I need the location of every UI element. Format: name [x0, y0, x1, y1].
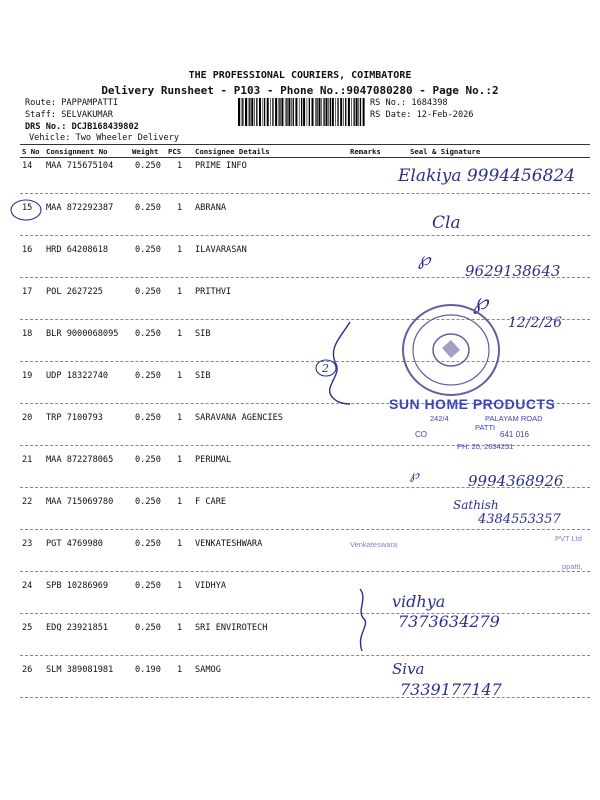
- barcode-bar: [312, 98, 314, 126]
- signature-scribble-row-17: ℘: [473, 290, 489, 315]
- signature-row-17: 12/2/26: [508, 315, 562, 331]
- header-rule-bottom: [20, 157, 590, 158]
- barcode-bar: [348, 98, 350, 126]
- row-weight: 0.250: [135, 413, 161, 423]
- sun-home-products-stamp: [385, 396, 585, 466]
- mark-row-19: 2: [322, 362, 329, 375]
- sun-stamp-area: PATTI: [475, 423, 496, 432]
- barcode-bar: [241, 98, 242, 126]
- row-consignment: UDP 18322740: [46, 371, 109, 381]
- barcode-bar: [340, 98, 342, 126]
- row-sno: 25: [22, 623, 33, 633]
- rs-number: RS No.: 1684398: [370, 98, 448, 108]
- row-weight: 0.250: [135, 581, 161, 591]
- barcode-bar: [264, 98, 265, 126]
- row-weight: 0.250: [135, 329, 161, 339]
- barcode-bar: [254, 98, 255, 126]
- sun-stamp-city: CO: [415, 430, 427, 439]
- row-sno: 23: [22, 539, 33, 549]
- row-pcs: 1: [177, 665, 183, 675]
- row-weight: 0.190: [135, 665, 161, 675]
- barcode-bar: [335, 98, 336, 126]
- barcode-bar: [303, 98, 305, 126]
- barcode-bar: [249, 98, 250, 126]
- barcode-bar: [275, 98, 277, 126]
- barcode-bar: [360, 98, 361, 126]
- barcode-bar: [259, 98, 261, 126]
- row-consignee: VENKATESHWARA: [195, 539, 263, 549]
- venk-stamp-line2: ppatti,: [562, 562, 583, 571]
- row-weight: 0.250: [135, 287, 161, 297]
- row-separator: [20, 529, 590, 530]
- barcode-bar: [242, 98, 243, 126]
- barcode-bar: [358, 98, 359, 126]
- barcode-bar: [354, 98, 355, 126]
- row-pcs: 1: [177, 245, 183, 255]
- barcode-bar: [251, 98, 253, 126]
- row-pcs: 1: [177, 497, 183, 507]
- venk-stamp-line1: Venkateswara: [350, 540, 398, 549]
- signature-scribble-row-21: ℘: [410, 468, 420, 483]
- vehicle-label: Vehicle: Two Wheeler Delivery: [29, 133, 180, 143]
- row-sno: 26: [22, 665, 33, 675]
- row-pcs: 1: [177, 455, 183, 465]
- row-pcs: 1: [177, 623, 183, 633]
- row-consignment: MAA 872292387: [46, 203, 114, 213]
- row-consignment: TRP 7100793: [46, 413, 103, 423]
- signature-row-14: Elakiya 9994456824: [398, 166, 576, 186]
- row-consignment: MAA 715675104: [46, 161, 114, 171]
- barcode-bar: [299, 98, 300, 126]
- col-remarks: Remarks: [350, 147, 381, 156]
- row-consignment: POL 2627225: [46, 287, 103, 297]
- barcode-bar: [278, 98, 279, 126]
- row-consignee: PRITHVI: [195, 287, 232, 297]
- barcode-bar: [256, 98, 257, 126]
- barcode-bar: [285, 98, 286, 126]
- barcode-bar: [291, 98, 292, 126]
- brace-signature-rows-18-19: [310, 318, 360, 408]
- col-sno: S No: [22, 147, 40, 156]
- row-sno: 22: [22, 497, 33, 507]
- table-row: [20, 581, 590, 593]
- row-consignee: ABRANA: [195, 203, 227, 213]
- barcode-bar: [330, 98, 331, 126]
- brace-signature-rows-24-25: [350, 585, 380, 655]
- barcode-bar: [245, 98, 247, 126]
- table-row: [20, 287, 590, 299]
- row-sno: 16: [22, 245, 33, 255]
- row-weight: 0.250: [135, 455, 161, 465]
- row-sno: 21: [22, 455, 33, 465]
- barcode-bar: [337, 98, 338, 126]
- barcode-bar: [286, 98, 287, 126]
- row-separator: [20, 655, 590, 656]
- drs-label: DRS No.: DCJB168439802: [25, 122, 139, 132]
- row-weight: 0.250: [135, 245, 161, 255]
- signature-row-15: Cla: [432, 213, 461, 233]
- barcode-bar: [319, 98, 321, 126]
- row-consignee: PRIME INFO: [195, 161, 247, 171]
- table-row: [20, 203, 590, 215]
- barcode-bar: [263, 98, 264, 126]
- sun-stamp-name: SUN HOME PRODUCTS: [389, 396, 556, 412]
- staff-label: Staff: SELVAKUMAR: [25, 110, 113, 120]
- barcode-bar: [315, 98, 316, 126]
- row-separator: [20, 319, 590, 320]
- row-sno: 18: [22, 329, 33, 339]
- row-consignee: SRI ENVIROTECH: [195, 623, 268, 633]
- row-pcs: 1: [177, 161, 183, 171]
- row-pcs: 1: [177, 203, 183, 213]
- row-consignment: BLR 9000068095: [46, 329, 119, 339]
- table-row: [20, 497, 590, 509]
- signature-row-21: 9994368926: [468, 472, 564, 490]
- signature-row-22: 4384553357: [478, 512, 561, 527]
- sun-stamp-pin: 641 016: [500, 430, 529, 439]
- table-row: [20, 665, 590, 677]
- row-sno: 14: [22, 161, 33, 171]
- barcode: [238, 98, 366, 126]
- signature-name-row-24: vidhya: [392, 592, 446, 611]
- row-consignee: PERUMAL: [195, 455, 232, 465]
- col-consignee: Consignee Details: [195, 147, 270, 156]
- col-weight: Weight: [132, 147, 159, 156]
- barcode-bar: [307, 98, 308, 126]
- table-row: [20, 329, 590, 341]
- col-consignment: Consignment No: [46, 147, 108, 156]
- signature-row-24: 7373634279: [398, 612, 500, 631]
- table-row: [20, 245, 590, 257]
- company-title: THE PROFESSIONAL COURIERS, COIMBATORE: [188, 70, 412, 81]
- row-consignment: HRD 64208618: [46, 245, 109, 255]
- row-consignee: SAMOG: [195, 665, 221, 675]
- row-weight: 0.250: [135, 623, 161, 633]
- row-consignee: SIB: [195, 329, 211, 339]
- barcode-bar: [309, 98, 310, 126]
- row-pcs: 1: [177, 539, 183, 549]
- barcode-bar: [301, 98, 302, 126]
- row-sno: 24: [22, 581, 33, 591]
- barcode-bar: [363, 98, 365, 126]
- barcode-bar: [343, 98, 344, 126]
- barcode-bar: [293, 98, 294, 126]
- row-sno: 15: [22, 203, 33, 213]
- row-separator: [20, 361, 590, 362]
- signature-row-26: 7339177147: [400, 680, 502, 699]
- sun-stamp-address: 242/4: [430, 414, 449, 423]
- row-pcs: 1: [177, 329, 183, 339]
- barcode-bar: [356, 98, 358, 126]
- row-weight: 0.250: [135, 203, 161, 213]
- row-15-circle: [9, 198, 43, 222]
- signature-scribble-row-16: ℘: [418, 249, 431, 270]
- col-pcs: PCS: [168, 147, 182, 156]
- barcode-bar: [238, 98, 240, 126]
- row-consignee: VIDHYA: [195, 581, 227, 591]
- barcode-bar: [295, 98, 297, 126]
- row-consignment: SLM 389081981: [46, 665, 114, 675]
- row-consignee: SIB: [195, 371, 211, 381]
- row-weight: 0.250: [135, 539, 161, 549]
- header-rule-top: [20, 144, 590, 145]
- row-consignee: SARAVANA AGENCIES: [195, 413, 283, 423]
- row-pcs: 1: [177, 413, 183, 423]
- row-separator: [20, 235, 590, 236]
- barcode-bar: [321, 98, 322, 126]
- barcode-bar: [279, 98, 280, 126]
- barcode-bar: [248, 98, 249, 126]
- row-weight: 0.250: [135, 371, 161, 381]
- row-separator: [20, 697, 590, 698]
- row-consignee: F CARE: [195, 497, 227, 507]
- col-seal: Seal & Signature: [410, 147, 481, 156]
- row-consignment: MAA 715069780: [46, 497, 114, 507]
- row-separator: [20, 613, 590, 614]
- barcode-bar: [351, 98, 352, 126]
- route-label: Route: PAPPAMPATTI: [25, 98, 119, 108]
- row-consignment: MAA 872278065: [46, 455, 114, 465]
- venk-stamp-pvt: PVT Ltd: [555, 534, 582, 543]
- row-separator: [20, 193, 590, 194]
- row-consignment: PGT 4769980: [46, 539, 103, 549]
- row-pcs: 1: [177, 287, 183, 297]
- row-consignment: EDQ 23921851: [46, 623, 109, 633]
- barcode-bar: [316, 98, 317, 126]
- row-consignment: SPB 10286969: [46, 581, 109, 591]
- signature-name-row-26: Siva: [392, 660, 425, 678]
- signature-name-row-22: Sathish: [453, 498, 499, 512]
- signature-row-16: 9629138643: [465, 262, 561, 280]
- sun-stamp-phone: PH: 20, 2634251: [457, 442, 514, 451]
- row-sno: 19: [22, 371, 33, 381]
- barcode-bar: [281, 98, 283, 126]
- round-seal-stamp: [398, 300, 504, 400]
- barcode-bar: [345, 98, 346, 126]
- row-weight: 0.250: [135, 497, 161, 507]
- barcode-bar: [270, 98, 271, 126]
- row-sno: 17: [22, 287, 33, 297]
- barcode-bar: [288, 98, 290, 126]
- row-consignee: ILAVARASAN: [195, 245, 247, 255]
- rs-date: RS Date: 12-Feb-2026: [370, 110, 474, 120]
- barcode-bar: [267, 98, 269, 126]
- table-row: [20, 371, 590, 383]
- barcode-bar: [326, 98, 328, 126]
- row-sno: 20: [22, 413, 33, 423]
- sun-stamp-road: PALAYAM ROAD: [485, 414, 543, 423]
- barcode-bar: [332, 98, 334, 126]
- row-pcs: 1: [177, 581, 183, 591]
- row-weight: 0.250: [135, 161, 161, 171]
- barcode-bar: [328, 98, 329, 126]
- venkateswara-stamp: [350, 534, 590, 576]
- row-pcs: 1: [177, 371, 183, 381]
- barcode-bar: [272, 98, 273, 126]
- table-row: [20, 623, 590, 635]
- barcode-bar: [323, 98, 324, 126]
- runsheet-title: Delivery Runsheet - P103 - Phone No.:9047080280 - Page No.:2: [101, 84, 499, 97]
